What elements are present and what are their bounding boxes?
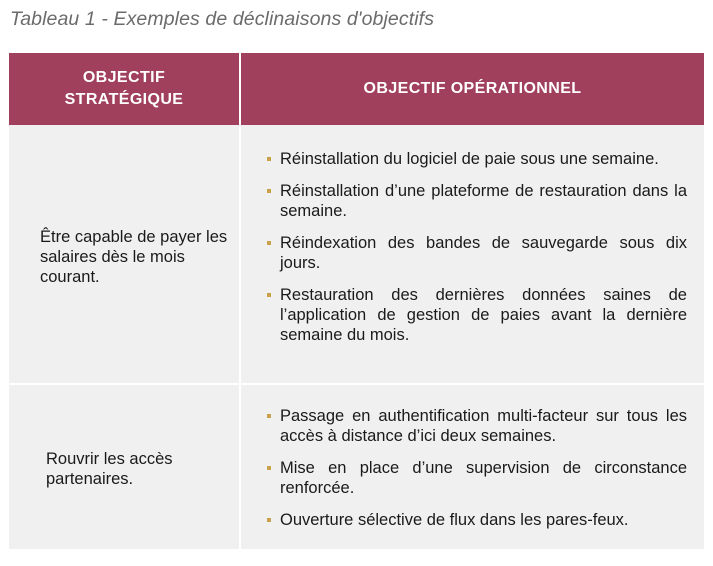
bullet-icon	[267, 189, 271, 193]
bullet-icon	[267, 157, 271, 161]
bullet-icon	[267, 241, 271, 245]
header-operational-label: OBJECTIF OPÉRATIONNEL	[363, 80, 582, 97]
header-strategic	[9, 53, 239, 125]
header-operational	[241, 53, 704, 125]
row-2-operational-list	[267, 406, 687, 542]
list-item-text: Restauration des dernières données saines de l’application de gestion de paies avant la dernière semaine du mois.	[280, 286, 687, 344]
list-item-text: Passage en authentification multi-facteur sur tous les accès à distance d’ici deux semaines.	[280, 407, 687, 445]
list-item-text: Mise en place d’une supervision de circonstance renforcée.	[280, 459, 687, 497]
table-caption: Tableau 1 - Exemples de déclinaisons d'objectifs	[10, 8, 435, 30]
header-strategic-label: OBJECTIF STRATÉGIQUE	[64, 69, 184, 108]
bullet-icon	[267, 466, 271, 470]
row-1-strategic: Être capable de payer les salaires dès le mois courant.	[40, 228, 228, 286]
list-item	[267, 181, 687, 221]
list-item	[267, 285, 687, 345]
list-item-text: Réinstallation du logiciel de paie sous une semaine.	[280, 150, 659, 168]
bullet-icon	[267, 293, 271, 297]
column-divider	[239, 53, 241, 549]
list-item-text: Réinstallation d’une plateforme de restauration dans la semaine.	[280, 182, 687, 220]
list-item	[267, 458, 687, 498]
list-item-text: Ouverture sélective de flux dans les pares-feux.	[280, 511, 629, 529]
row-2-strategic: Rouvrir les accès partenaires.	[46, 450, 173, 488]
list-item	[267, 149, 687, 169]
bullet-icon	[267, 518, 271, 522]
list-item-text: Réindexation des bandes de sauvegarde sous dix jours.	[280, 234, 687, 272]
list-item	[267, 406, 687, 446]
row-divider	[9, 383, 704, 385]
list-item	[267, 510, 687, 530]
objectives-table	[9, 53, 704, 549]
bullet-icon	[267, 414, 271, 418]
table-header	[9, 53, 704, 125]
list-item	[267, 233, 687, 273]
row-1-operational-list	[267, 149, 687, 357]
